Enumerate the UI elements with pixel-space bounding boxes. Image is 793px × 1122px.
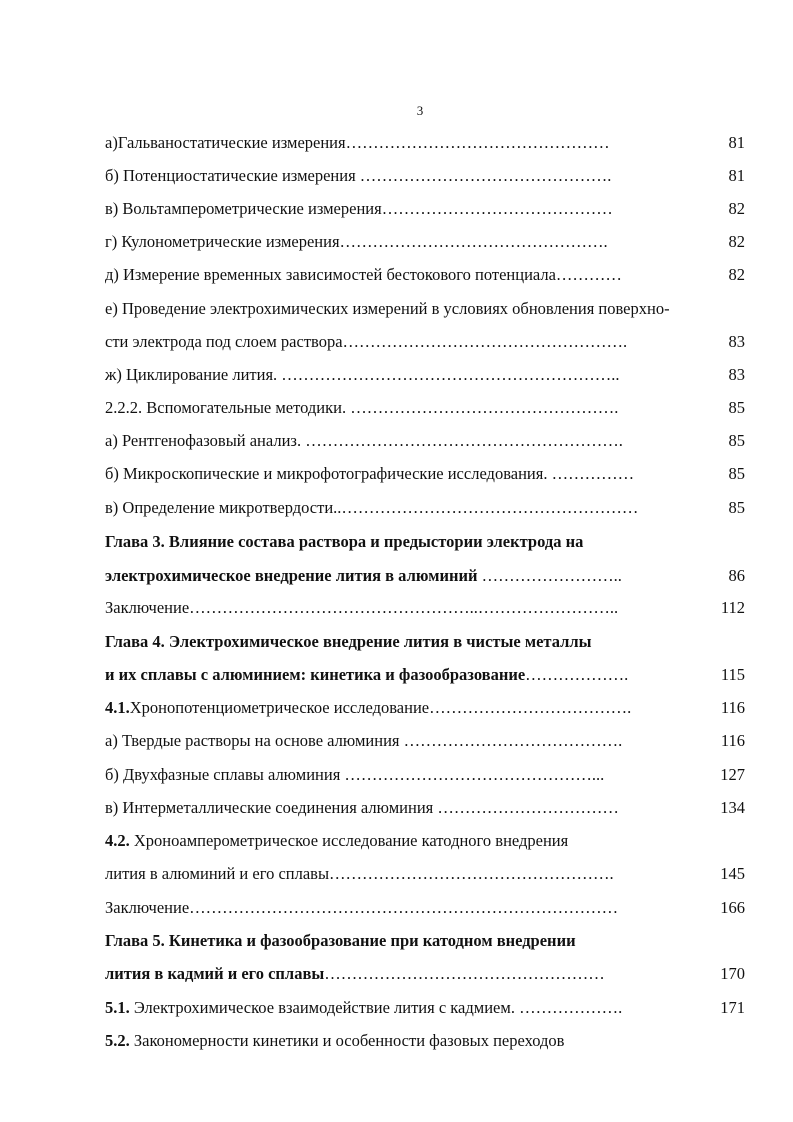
toc-entry-page: 82 [728,265,745,284]
toc-entry [105,393,745,423]
toc-entry-number: 4.1. [105,698,130,717]
toc-entry-text: Глава 5. Кинетика и фазообразование при катодном внедрении [105,931,576,950]
toc-entry-page: 81 [728,133,745,152]
toc-entry-text: ж) Циклирование лития. …………………………………………………….. [105,365,620,384]
toc-entry [105,227,745,257]
toc-entry [105,194,745,224]
toc-chapter-heading [105,561,745,591]
toc-entry-text: Заключение……………………………………………..…………………….. [105,598,619,617]
toc-entry [105,260,745,290]
page-number: 3 [416,103,424,118]
toc-entry [105,826,745,856]
toc-entry-text: Хроноамперометрическое исследование катодного внедрения [129,831,569,850]
toc-entry-page: 116 [720,698,745,717]
toc-entry-text: в) Интерметаллические соединения алюминия …………………………… [105,798,619,817]
toc-entry-text: электрохимическое внедрение лития в алюминий [105,566,478,585]
toc-entry [105,1026,745,1056]
toc-entry-page: 83 [728,332,745,351]
toc-entry-leader: …………………………………………… [324,964,605,983]
toc-entry-text: г) Кулонометрические измерения…………………………………………. [105,232,608,251]
toc-entry-text: и их сплавы с алюминием: кинетика и фазообразование [105,665,526,684]
toc-entry-text: лития в алюминий и его сплавы……………………………………………. [105,864,614,883]
toc-entry-page: 166 [720,898,745,917]
toc-entry-text: Хронопотенциометрическое исследование………………………………. [129,698,632,717]
toc-entry-text: в) Определение микротвердости..……………………………………………… [105,498,639,517]
toc-entry [105,327,745,357]
toc-chapter-heading [105,627,745,657]
toc-entry-page: 127 [720,765,745,784]
toc-entry-page: 134 [720,798,745,817]
toc-entry-text: б) Микроскопические и микрофотографические исследования. …………… [105,464,635,483]
toc-entry-page: 116 [720,731,745,750]
toc-entry [105,360,745,390]
toc-entry-number: 4.2. [105,831,130,850]
toc-entry-text: лития в кадмий и его сплавы [105,964,325,983]
toc-entry-page: 85 [728,431,745,450]
toc-entry-page: 85 [728,464,745,483]
toc-entry-text: а) Твердые растворы на основе алюминия …………………………………. [105,731,623,750]
toc-entry [105,493,745,523]
toc-entry-page: 145 [720,864,745,883]
toc-entry-text: в) Вольтамперометрические измерения…………………………………… [105,199,613,218]
toc-entry [105,993,745,1023]
toc-entry-text: а) Рентгенофазовый анализ. …………………………………………………. [105,431,623,450]
toc-chapter-heading [105,926,745,956]
toc-entry [105,693,745,723]
toc-entry-page: 82 [728,199,745,218]
toc-entry-leader: …………………….. [477,566,622,585]
toc-entry [105,726,745,756]
toc-chapter-heading [105,959,745,989]
toc-entry [105,426,745,456]
toc-entry [105,793,745,823]
toc-entry-text: сти электрода под слоем раствора……………………………………………. [105,332,628,351]
toc-entry-text: Закономерности кинетики и особенности фазовых переходов [129,1031,565,1050]
toc-entry-number: 5.2. [105,1031,130,1050]
toc-entry-text: Электрохимическое взаимодействие лития с кадмием. ………………. [129,998,623,1017]
toc-entry-page: 112 [720,598,745,617]
toc-entry [105,760,745,790]
toc-entry [105,859,745,889]
toc-entry-text: Заключение…………………………………………………………………… [105,898,619,917]
toc-entry-text: б) Двухфазные сплавы алюминия ………………………………………... [105,765,605,784]
toc-entry-page: 85 [728,398,745,417]
toc-entry [105,593,745,623]
toc-entry-text: б) Потенциостатические измерения ………………………………………. [105,166,612,185]
toc-entry-page: 86 [728,566,745,585]
toc-entry-page: 82 [728,232,745,251]
toc-entry-page: 85 [728,498,745,517]
toc-entry-text: д) Измерение временных зависимостей бестокового потенциала………… [105,265,622,284]
toc-entry [105,161,745,191]
toc-entry-page: 81 [728,166,745,185]
toc-entry [105,459,745,489]
toc-entry-number: 5.1. [105,998,130,1017]
toc-entry-page: 171 [720,998,745,1017]
toc-entry-text: Глава 3. Влияние состава раствора и предыстории электрода на [105,532,584,551]
toc-entry-text: Глава 4. Электрохимическое внедрение лития в чистые металлы [105,632,592,651]
toc-entry-page: 170 [720,964,745,983]
toc-entry [105,128,745,158]
toc-chapter-heading [105,527,745,557]
toc-entry-text: а)Гальваностатические измерения………………………………………… [105,133,610,152]
toc-entry-page: 115 [720,665,745,684]
toc-entry-text: е) Проведение электрохимических измерений в условиях обновления поверхно- [105,299,670,318]
toc-chapter-heading [105,660,745,690]
toc-entry-text: 2.2.2. Вспомогательные методики. …………………………………………. [105,398,619,417]
toc-entry-page: 83 [728,365,745,384]
toc-entry-leader: ………………. [525,665,629,684]
toc-entry [105,294,745,324]
toc-entry [105,893,745,923]
